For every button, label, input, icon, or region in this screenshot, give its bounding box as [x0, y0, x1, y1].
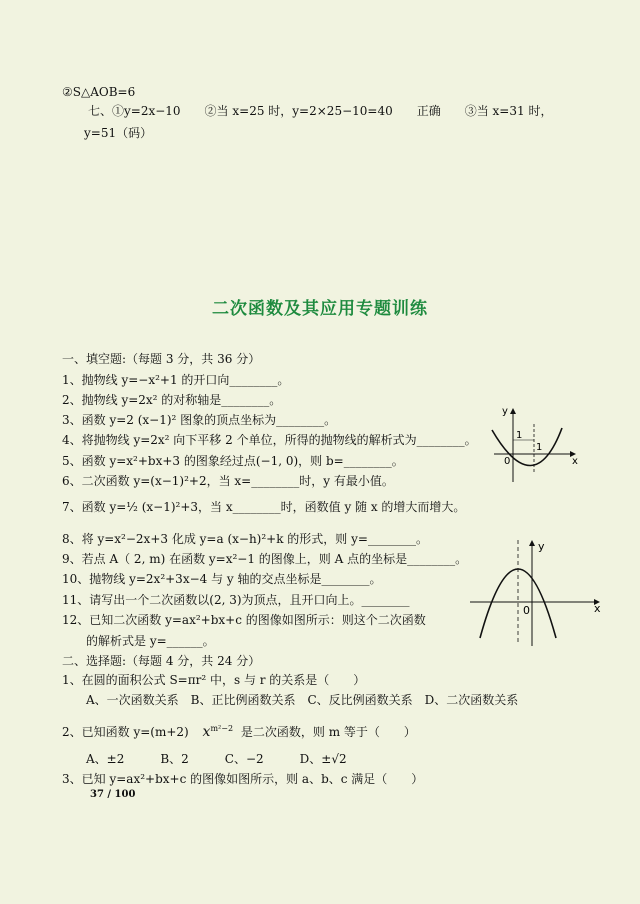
y-axis-arrow — [529, 540, 535, 546]
choice-q2-options: A、±2 B、2 C、−2 D、±√2 — [86, 752, 347, 766]
choice-q2-x: x — [202, 724, 211, 740]
fill-q12-cont: 的解析式是 y=______。 — [86, 634, 215, 648]
parabola-graph-down — [466, 532, 606, 652]
fill-q5: 5、函数 y=x²+bx+3 的图象经过点(−1, 0)，则 b=________。 — [62, 454, 404, 468]
fill-q4: 4、将抛物线 y=2x² 向下平移 2 个单位，所得的抛物线的解析式为________。 — [62, 433, 477, 447]
graph2-origin: 0 — [523, 604, 530, 617]
fill-q2: 2、抛物线 y=2x² 的对称轴是________。 — [62, 393, 282, 407]
graph2-y-label: y — [538, 540, 545, 553]
graph1-one-x: 1 — [536, 442, 543, 453]
answer-line-3: y=51（码） — [84, 126, 153, 140]
graph1-y-label: y — [502, 406, 508, 417]
parabola-graph-up — [486, 402, 584, 486]
fill-q6: 6、二次函数 y=(x−1)²+2，当 x=________时，y 有最小值。 — [62, 474, 394, 488]
fill-q11: 11、请写出一个二次函数以(2, 3)为顶点，且开口向上。________ — [62, 593, 410, 607]
graph1-origin: 0 — [504, 456, 511, 467]
choice-q2-exponent: m²−2 — [210, 724, 234, 733]
choice-q2 — [62, 722, 416, 739]
graph1-one-y: 1 — [516, 430, 523, 441]
choice-q2-pre: 2、已知函数 y=(m+2) — [62, 725, 189, 739]
parabola-curve — [492, 428, 562, 466]
choice-q1-options: A、一次函数关系 B、正比例函数关系 C、反比例函数关系 D、二次函数关系 — [86, 693, 519, 707]
graph2-x-label: x — [594, 602, 601, 615]
page-number: 37 / 100 — [90, 789, 136, 800]
fill-q3: 3、函数 y=2 (x−1)² 图象的顶点坐标为________。 — [62, 413, 337, 427]
section2-heading: 二、选择题:（每题 4 分，共 24 分） — [62, 654, 261, 668]
choice-q1: 1、在圆的面积公式 S=πr² 中，s 与 r 的关系是（ ） — [62, 673, 366, 687]
graph1-x-label: x — [572, 456, 578, 467]
fill-q1: 1、抛物线 y=−x²+1 的开口向________。 — [62, 373, 290, 387]
choice-q2-post: 是二次函数，则 m 等于（ ） — [240, 725, 416, 739]
y-axis-arrow — [510, 408, 516, 414]
fill-q10: 10、抛物线 y=2x²+3x−4 与 y 轴的交点坐标是________。 — [62, 572, 382, 586]
answer-line-2: 七、①y=2x−10 ②当 x=25 时，y=2×25−10=40 正确 ③当 x=31 时， — [88, 104, 553, 118]
answer-line-1: ②S△AOB=6 — [62, 85, 136, 99]
fill-q12: 12、已知二次函数 y=ax²+bx+c 的图像如图所示：则这个二次函数 — [62, 613, 426, 627]
page-title: 二次函数及其应用专题训练 — [212, 299, 428, 319]
fill-q9: 9、若点 A（ 2, m) 在函数 y=x²−1 的图像上，则 A 点的坐标是________。 — [62, 552, 468, 566]
choice-q3: 3、已知 y=ax²+bx+c 的图像如图所示，则 a、b、c 满足（ ） — [62, 772, 424, 786]
section1-heading: 一、填空题:（每题 3 分，共 36 分） — [62, 352, 261, 366]
fill-q7: 7、函数 y=½ (x−1)²+3，当 x________时，函数值 y 随 x 的增大而增大。 — [62, 500, 466, 514]
fill-q8: 8、将 y=x²−2x+3 化成 y=a (x−h)²+k 的形式，则 y=________。 — [62, 532, 428, 546]
